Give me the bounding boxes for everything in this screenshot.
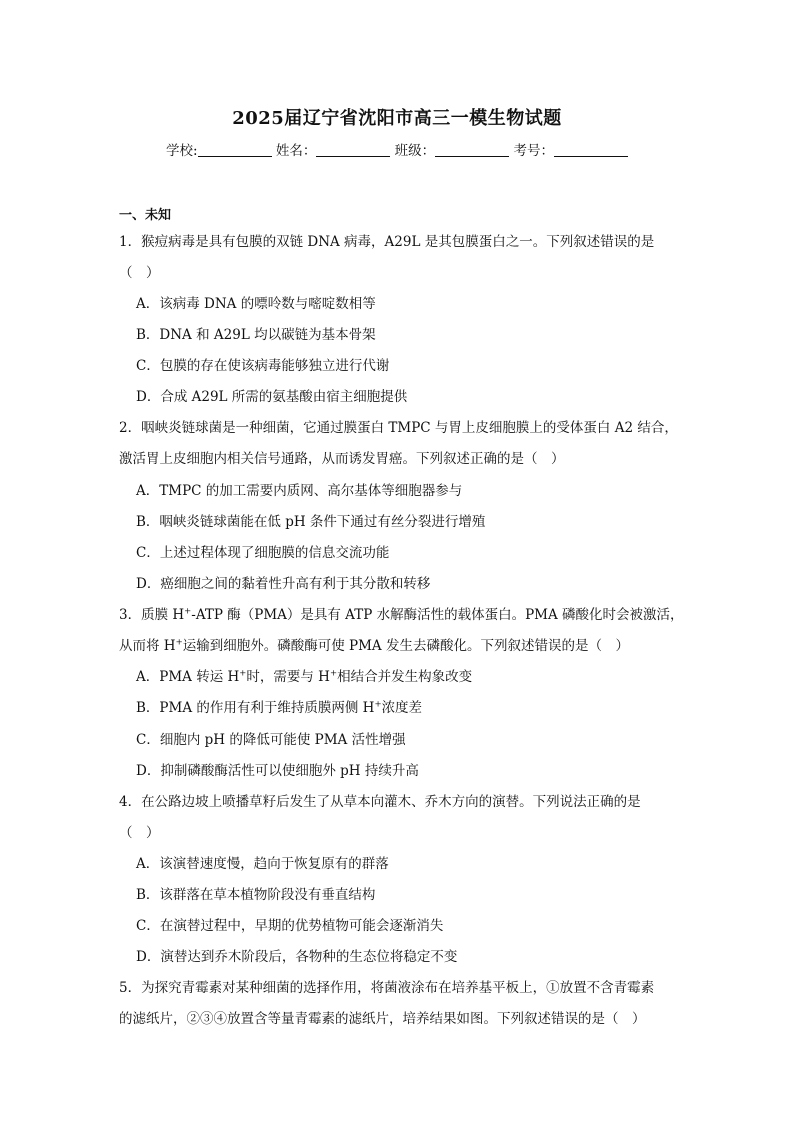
class-label: 班级： xyxy=(394,143,436,159)
question-5-stem-line-2: 的滤纸片，②③④放置含等量青霉素的滤纸片，培养结果如图。下列叙述错误的是（ ） xyxy=(119,1011,646,1027)
question-2-stem-line-2: 激活胃上皮细胞内相关信号通路，从而诱发胃癌。下列叙述正确的是（ ） xyxy=(119,451,565,467)
question-4-option-c: C．在演替过程中，早期的优势植物可能会逐渐消失 xyxy=(136,918,444,934)
question-4-option-d: D．演替达到乔木阶段后，各物种的生态位将稳定不变 xyxy=(136,949,458,965)
question-3-stem-line-1: 3．质膜 H+-ATP 酶（PMA）是具有 ATP 水解酶活性的载体蛋白。PMA 磷酸化时会被激活， xyxy=(119,606,684,623)
question-2-option-b: B．咽峡炎链球菌能在低 pH 条件下通过有丝分裂进行增殖 xyxy=(136,514,486,530)
question-3-option-b: B．PMA 的作用有利于维持质膜两侧 H+浓度差 xyxy=(136,699,423,716)
id-blank[interactable] xyxy=(554,143,628,157)
question-1-option-d: D．合成 A29L 所需的氨基酸由宿主细胞提供 xyxy=(136,389,408,405)
question-2-stem-line-1: 2．咽峡炎链球菌是一种细菌，它通过膜蛋白 TMPC 与胃上皮细胞膜上的受体蛋白 A2 结合， xyxy=(119,420,678,436)
question-4-option-a: A．该演替速度慢，趋向于恢复原有的群落 xyxy=(136,856,389,872)
question-3-stem-line-2: 从而将 H+运输到细胞外。磷酸酶可使 PMA 发生去磷酸化。下列叙述错误的是（ ） xyxy=(119,637,629,654)
question-2-option-d: D．癌细胞之间的黏着性升高有利于其分散和转移 xyxy=(136,576,431,592)
question-1-stem-line-2: （ ） xyxy=(119,265,160,281)
question-3-option-d: D．抑制磷酸酶活性可以使细胞外 pH 持续升高 xyxy=(136,763,419,779)
student-info-row xyxy=(0,139,794,159)
question-1-option-c: C．包膜的存在使该病毒能够独立进行代谢 xyxy=(136,358,390,374)
question-1-option-b: B．DNA 和 A29L 均以碳链为基本骨架 xyxy=(136,327,376,343)
school-label: 学校: xyxy=(166,143,198,159)
section-heading: 一、未知 xyxy=(119,208,172,223)
question-3-option-a: A．PMA 转运 H+时，需要与 H+相结合并发生构象改变 xyxy=(136,668,473,685)
question-3-option-c: C．细胞内 pH 的降低可能使 PMA 活性增强 xyxy=(136,732,406,748)
exam-title: 2025届辽宁省沈阳市高三一模生物试题 xyxy=(232,108,562,129)
question-2-option-c: C．上述过程体现了细胞膜的信息交流功能 xyxy=(136,545,390,561)
question-4-stem-line-2: （ ） xyxy=(119,825,160,841)
question-1-option-a: A．该病毒 DNA 的嘌呤数与嘧啶数相等 xyxy=(136,296,376,312)
class-blank[interactable] xyxy=(435,143,509,157)
name-label: 姓名： xyxy=(275,143,317,159)
question-2-option-a: A．TMPC 的加工需要内质网、高尔基体等细胞器参与 xyxy=(136,483,463,499)
question-5-stem-line-1: 5．为探究青霉素对某种细菌的选择作用，将菌液涂布在培养基平板上，①放置不含青霉素 xyxy=(119,980,655,996)
question-1-stem-line-1: 1．猴痘病毒是具有包膜的双链 DNA 病毒，A29L 是其包膜蛋白之一。下列叙述错误的是 xyxy=(119,234,655,250)
question-4-stem-line-1: 4．在公路边坡上喷播草籽后发生了从草本向灌木、乔木方向的演替。下列说法正确的是 xyxy=(119,794,641,810)
name-blank[interactable] xyxy=(316,143,390,157)
id-label: 考号： xyxy=(513,143,554,159)
question-4-option-b: B．该群落在草本植物阶段没有垂直结构 xyxy=(136,887,376,903)
school-blank[interactable] xyxy=(198,143,272,157)
